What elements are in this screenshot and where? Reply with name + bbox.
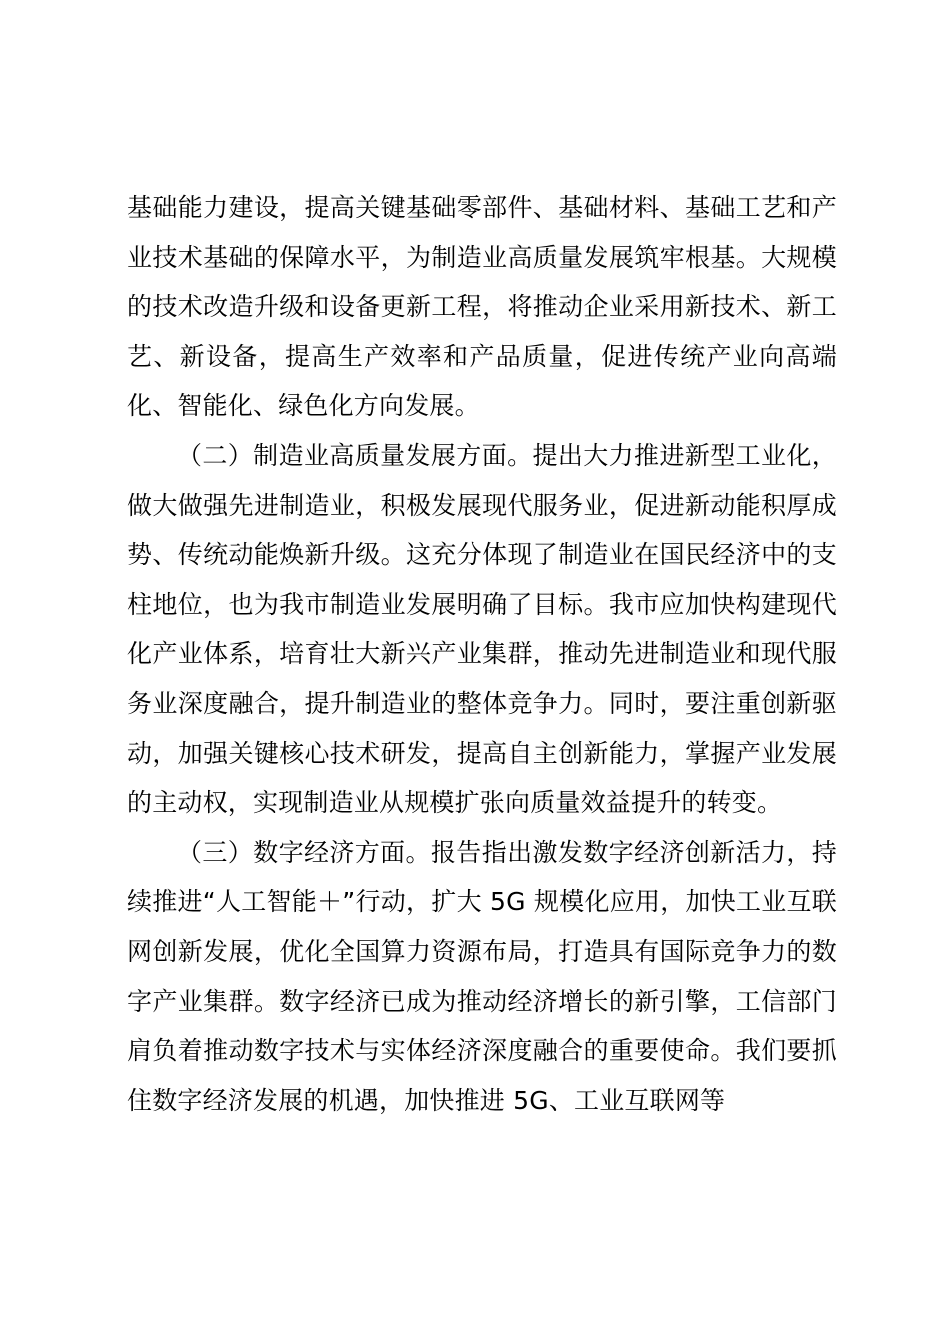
paragraph-manufacturing: （二）制造业高质量发展方面。提出大力推进新型工业化，做大做强先进制造业，积极发展现代服务业，促进新动能积厚成势、传统动能焕新升级。这充分体现了制造业在国民经济中的支柱地位，也为我市制造业发展明确了目标。我市应加快构建现代化产业体系，培育壮大新兴产业集群，推动先进制造业和现代服务业深度融合，提升制造业的整体竞争力。同时，要注重创新驱动，加强关键核心技术研发，提高自主创新能力，掌握产业发展的主动权，实现制造业从规模扩张向质量效益提升的转变。 — [127, 440, 837, 818]
paragraph-infrastructure: 基础能力建设，提高关键基础零部件、基础材料、基础工艺和产业技术基础的保障水平，为制造业高质量发展筑牢根基。大规模的技术改造升级和设备更新工程，将推动企业采用新技术、新工艺、新设备，提高生产效率和产品质量，促进传统产业向高端化、智能化、绿色化方向发展。 — [127, 193, 837, 421]
paragraph-digital-economy: （三）数字经济方面。报告指出激发数字经济创新活力，持续推进“人工智能＋”行动，扩大 5G 规模化应用，加快工业互联网创新发展，优化全国算力资源布局，打造具有国际竞争力的数字产业集群。数字经济已成为推动经济增长的新引擎，工信部门肩负着推动数字技术与实体经济深度融合的重要使命。我们要抓住数字经济发展的机遇，加快推进 5G、工业互联网等 — [127, 837, 837, 1115]
document-body — [127, 183, 837, 1125]
